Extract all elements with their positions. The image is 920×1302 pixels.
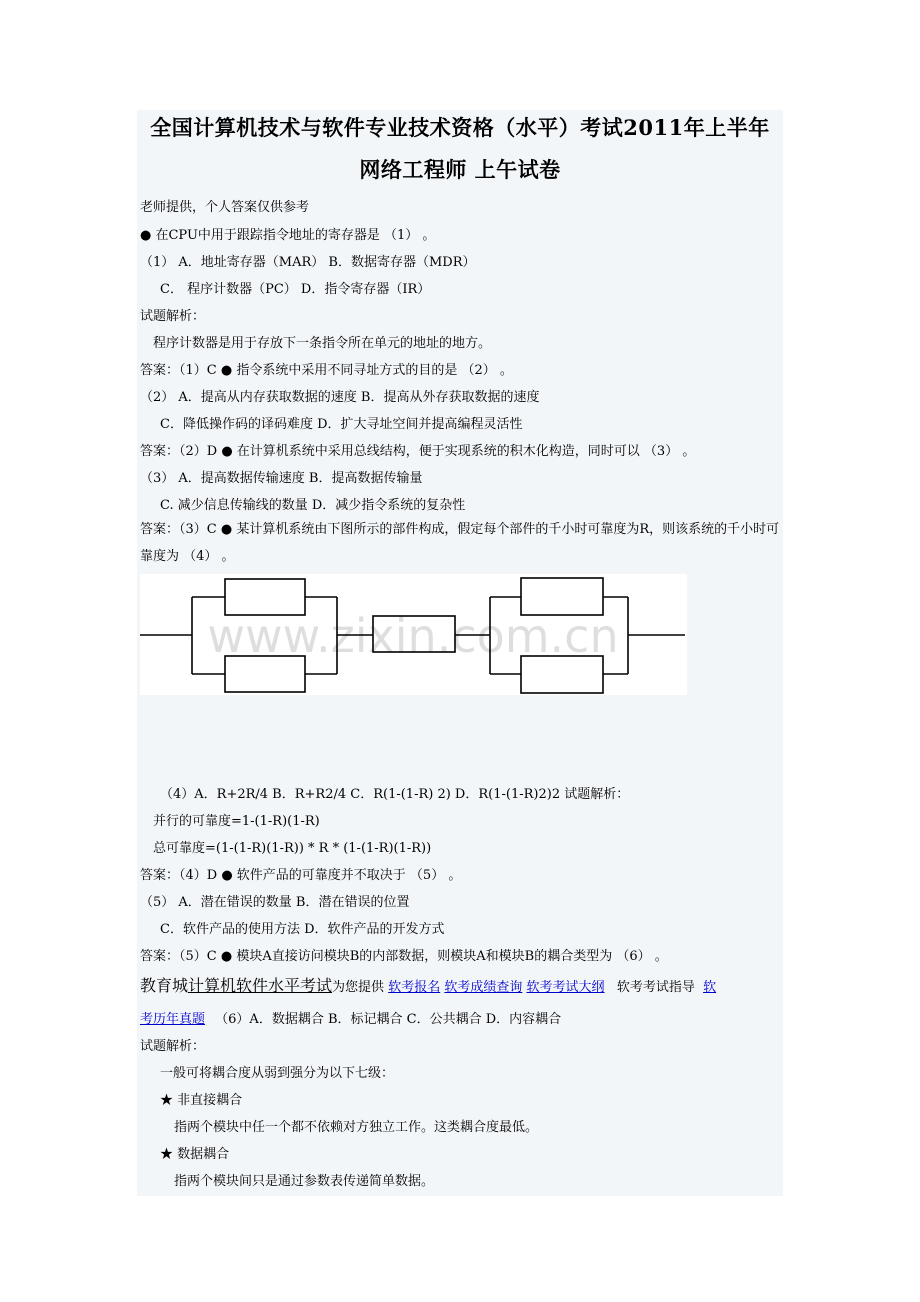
reliability-diagram — [140, 574, 687, 695]
q4-calc-parallel: 并行的可靠度=1-(1-R)(1-R) — [153, 814, 320, 829]
q2-options-ab: （2） A．提高从内存获取数据的速度 B．提高从外存获取数据的速度 — [140, 390, 540, 405]
q1-analysis: 程序计数器是用于存放下一条指令所在单元的地址的地方。 — [153, 336, 492, 351]
q1-answer-q2-stem: 答案：（1）C ● 指令系统中采用不同寻址方式的目的是 （2） 。 — [140, 363, 513, 378]
q6-item1-desc: 指两个模块中任一个都不依赖对方独立工作。这类耦合度最低。 — [174, 1120, 539, 1135]
q2-options-cd: C．降低操作码的译码难度 D．扩大寻址空间并提高编程灵活性 — [160, 417, 523, 432]
q1-options-cd: C． 程序计数器（PC） D．指令寄存器（IR） — [160, 282, 431, 297]
link-past-papers-part2[interactable]: 考历年真题 — [140, 1012, 206, 1027]
q6-item2-title: ★ 数据耦合 — [160, 1147, 230, 1162]
ad-brand-prefix: 教育城 — [140, 976, 189, 995]
q5-options-ab: （5） A．潜在错误的数量 B．潜在错误的位置 — [140, 895, 410, 910]
q6-options: （6）A．数据耦合 B．标记耦合 C．公共耦合 D．内容耦合 — [215, 1012, 562, 1027]
ad-brand-link[interactable]: 计算机软件水平考试 — [188, 976, 333, 995]
q1-stem: ● 在CPU中用于跟踪指令地址的寄存器是 （1） 。 — [140, 228, 436, 243]
q3-options-cd: C. 减少信息传输线的数量 D．减少指令系统的复杂性 — [160, 498, 466, 513]
doc-title-line2: 网络工程师 上午试卷 — [359, 157, 561, 182]
q6-options-line — [140, 1008, 561, 1027]
ad-provides: 为您提供 — [332, 980, 385, 995]
q6-item1-title: ★ 非直接耦合 — [160, 1093, 243, 1108]
ad-guide: 软考考试指导 — [616, 980, 695, 995]
q3-answer-q4-stem: 答案：（3）C ● 某计算机系统由下图所示的部件构成，假定每个部件的千小时可靠度为R，则该系统的千小时可靠度为 （4） 。 — [140, 522, 780, 564]
q5-options-cd: C．软件产品的使用方法 D．软件产品的开发方式 — [160, 922, 445, 937]
q4-answer-q5-stem: 答案：（4）D ● 软件产品的可靠度并不取决于 （5） 。 — [140, 868, 462, 883]
watermark-text: www.zixin.com.cn — [207, 609, 619, 663]
link-past-papers-part1[interactable]: 软 — [703, 980, 717, 995]
q6-item2-desc: 指两个模块间只是通过参数表传递简单数据。 — [174, 1174, 435, 1189]
q5-answer-q6-stem: 答案：（5）C ● 模块A直接访问模块B的内部数据，则模块A和模块B的耦合类型为 （6） 。 — [140, 949, 668, 964]
q4-calc-total: 总可靠度=(1-(1-R)(1-R)) * R * (1-(1-R)(1-R)) — [153, 841, 432, 856]
q1-options-ab: （1） A．地址寄存器（MAR） B．数据寄存器（MDR） — [140, 255, 476, 270]
q4-options: （4）A．R+2R/4 B．R+R2/4 C．R(1-(1-R) 2) D．R(1-(1-R)2)2 试题解析： — [160, 787, 630, 802]
q1-analysis-label: 试题解析： — [140, 309, 206, 324]
q2-answer-q3-stem: 答案：（2）D ● 在计算机系统中采用总线结构，便于实现系统的积木化构造，同时可以 （3） 。 — [140, 444, 696, 459]
intro-note: 老师提供，个人答案仅供参考 — [140, 200, 310, 215]
q6-analysis-label: 试题解析： — [140, 1039, 206, 1054]
q3-options-ab: （3） A．提高数据传输速度 B．提高数据传输量 — [140, 471, 423, 486]
link-score-query[interactable]: 软考成绩查询 — [444, 980, 523, 995]
link-registration[interactable]: 软考报名 — [388, 980, 441, 995]
q6-analysis-intro: 一般可将耦合度从弱到强分为以下七级： — [160, 1066, 395, 1081]
ad-line — [140, 973, 716, 996]
reliability-diagram-svg — [140, 574, 687, 695]
doc-title-line1: 全国计算机技术与软件专业技术资格（水平）考试2011年上半年 — [150, 115, 770, 140]
link-syllabus[interactable]: 软考考试大纲 — [526, 980, 605, 995]
